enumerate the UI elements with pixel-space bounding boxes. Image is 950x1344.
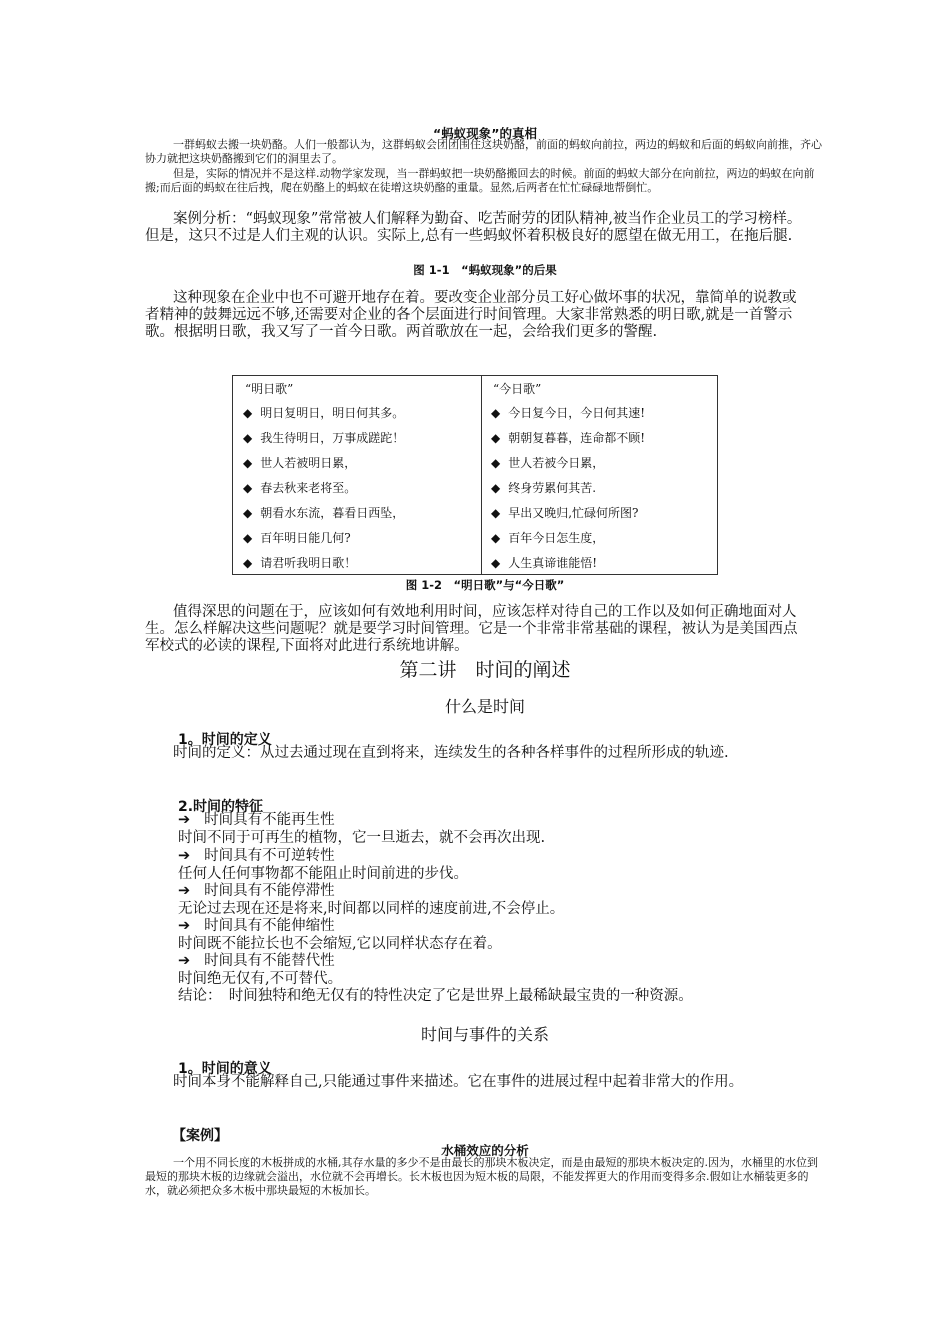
definition-text: 时间的定义：从过去通过现在直到将来，连续发生的各种各样事件的过程所形成的轨迹.	[173, 745, 729, 761]
feature-5-heading: ➔ 时间具有不能替代性	[178, 953, 335, 969]
poem-line: ◆ 世人若被明日累，	[243, 456, 357, 470]
bucket-text: 一个用不同长度的木板拼成的水桶,其存水量的多少不是由最长的那块木板决定，而是由最短的那块木板决定的.因为，水桶里的水位到最短的那块木板的边缘就会溢出，水位就不会再增长。长木板也因为短木板的局限，不能发挥更大的作用而变得多余.假如让水桶装更多的水，就必须把众多木板中那块最短的木板加长。	[145, 1156, 818, 1197]
poem-line: ◆ 明日复明日，明日何其多。	[243, 406, 405, 420]
feature-1-heading: ➔ 时间具有不能再生性	[178, 812, 335, 828]
bucket-title: 水桶效应的分析	[441, 1143, 529, 1158]
poem-line: ◆ 世人若被今日累，	[491, 456, 605, 470]
arrow-icon: ➔	[178, 812, 191, 828]
poem-line: ◆ 百年今日怎生度，	[491, 531, 605, 545]
case-label: 【案例】	[172, 1128, 228, 1144]
poem-line: ◆ 终身劳累何其苦.	[491, 481, 597, 495]
arrow-icon: ➔	[178, 883, 191, 899]
feature-2-text: 任何人任何事物都不能阻止时间前进的步伐。	[178, 866, 468, 882]
poem-line: ◆ 春去秋来老将至。	[243, 481, 357, 495]
tomorrow-song-column	[233, 376, 482, 574]
arrow-icon: ➔	[178, 918, 191, 934]
diamond-bullet-icon: ◆	[491, 456, 501, 470]
diamond-bullet-icon: ◆	[243, 431, 253, 445]
poem-line: ◆ 朝朝复暮暮，连命都不顾!	[491, 431, 646, 445]
feature-4-text: 时间既不能拉长也不会缩短,它以同样状态存在着。	[178, 936, 502, 952]
today-song-column	[481, 376, 717, 574]
meaning-text: 时间本身不能解释自己,只能通过事件来描述。它在事件的进展过程中起着非常大的作用。	[173, 1074, 744, 1090]
feature-4-heading: ➔ 时间具有不能伸缩性	[178, 918, 335, 934]
diamond-bullet-icon: ◆	[491, 531, 501, 545]
diamond-bullet-icon: ◆	[243, 406, 253, 420]
feature-3-heading: ➔ 时间具有不能停滞性	[178, 883, 335, 899]
figure-caption-2: 图 1-2 “明日歌”与“今日歌”	[405, 578, 565, 592]
feature-2-heading: ➔ 时间具有不可逆转性	[178, 848, 335, 864]
today-song-title: “今日歌”	[493, 382, 542, 396]
diamond-bullet-icon: ◆	[243, 556, 253, 570]
diamond-bullet-icon: ◆	[243, 506, 253, 520]
diamond-bullet-icon: ◆	[243, 481, 253, 495]
paragraph-time-management: 值得深思的问题在于，应该如何有效地利用时间，应该怎样对待自己的工作以及如何正确地面对人生。怎么样解决这些问题呢？就是要学习时间管理。它是一个非常非常基础的课程，被认为是美国西点军校式的必读的课程,下面将对此进行系统地讲解。	[145, 604, 798, 654]
diamond-bullet-icon: ◆	[491, 556, 501, 570]
case-analysis: 案例分析：“蚂蚁现象”常常被人们解释为勤奋、吃苦耐劳的团队精神,被当作企业员工的学习榜样。但是，这只不过是人们主观的认识。实际上,总有一些蚂蚁怀着积极良好的愿望在做无用工，在拖后腿.	[145, 211, 802, 244]
poem-line: ◆ 人生真谛谁能悟!	[491, 556, 598, 570]
feature-3-text: 无论过去现在还是将来,时间都以同样的速度前进,不会停止。	[178, 901, 565, 917]
poem-line: ◆ 早出又晚归,忙碌何所图?	[491, 506, 639, 520]
poem-line: ◆ 我生待明日，万事成蹉跎！	[243, 431, 405, 445]
diamond-bullet-icon: ◆	[491, 431, 501, 445]
diamond-bullet-icon: ◆	[491, 506, 501, 520]
diamond-bullet-icon: ◆	[243, 531, 253, 545]
feature-1-text: 时间不同于可再生的植物，它一旦逝去，就不会再次出现.	[178, 830, 546, 846]
arrow-icon: ➔	[178, 848, 191, 864]
poem-line: ◆ 请君听我明日歌！	[243, 556, 357, 570]
poem-line: ◆ 百年明日能几何?	[243, 531, 351, 545]
feature-5-text: 时间绝无仅有,不可替代。	[178, 971, 343, 987]
lecture-title: 第二讲 时间的阐述	[399, 659, 571, 681]
tomorrow-song-title: “明日歌”	[245, 382, 294, 396]
story-title: “蚂蚁现象”的真相	[433, 126, 537, 141]
conclusion: 结论： 时间独特和绝无仅有的特性决定了它是世界上最稀缺最宝贵的一种资源。	[178, 988, 693, 1004]
section-time-and-events: 时间与事件的关系	[420, 1025, 549, 1044]
section-what-is-time: 什么是时间	[444, 697, 525, 716]
diamond-bullet-icon: ◆	[491, 406, 501, 420]
features-heading: 2.时间的特征	[178, 799, 264, 815]
diamond-bullet-icon: ◆	[491, 481, 501, 495]
poem-line: ◆ 今日复今日，今日何其速!	[491, 406, 646, 420]
poem-table	[232, 375, 718, 575]
story-paragraph-2: 但是，实际的情况并不是这样.动物学家发现，当一群蚂蚁把一块奶酪搬回去的时候。前面的蚂蚁大部分在向前拉，两边的蚂蚁在向前搬;而后面的蚂蚁在往后拽，爬在奶酪上的蚂蚁在徒增这块奶酪的重量。显然,后两者在忙忙碌碌地帮倒忙。	[145, 167, 815, 194]
meaning-heading: 1。时间的意义	[178, 1061, 272, 1077]
diamond-bullet-icon: ◆	[243, 456, 253, 470]
story-paragraph-1: 一群蚂蚁去搬一块奶酪。人们一般都认为，这群蚂蚁会团团围住这块奶酪，前面的蚂蚁向前拉，两边的蚂蚁和后面的蚂蚁向前推，齐心协力就把这块奶酪搬到它们的洞里去了。	[145, 138, 822, 165]
definition-heading: 1。时间的定义	[178, 732, 272, 748]
arrow-icon: ➔	[178, 953, 191, 969]
paragraph-tomorrow-song: 这种现象在企业中也不可避开地存在着。要改变企业部分员工好心做坏事的状况，靠简单的说教或者精神的鼓舞远远不够,还需要对企业的各个层面进行时间管理。大家非常熟悉的明日歌,就是一首警示歌。根据明日歌，我又写了一首今日歌。两首歌放在一起，会给我们更多的警醒.	[145, 290, 797, 340]
poem-line: ◆ 朝看水东流，暮看日西坠，	[243, 506, 405, 520]
figure-caption-1: 图 1-1 “蚂蚁现象”的后果	[413, 263, 557, 277]
